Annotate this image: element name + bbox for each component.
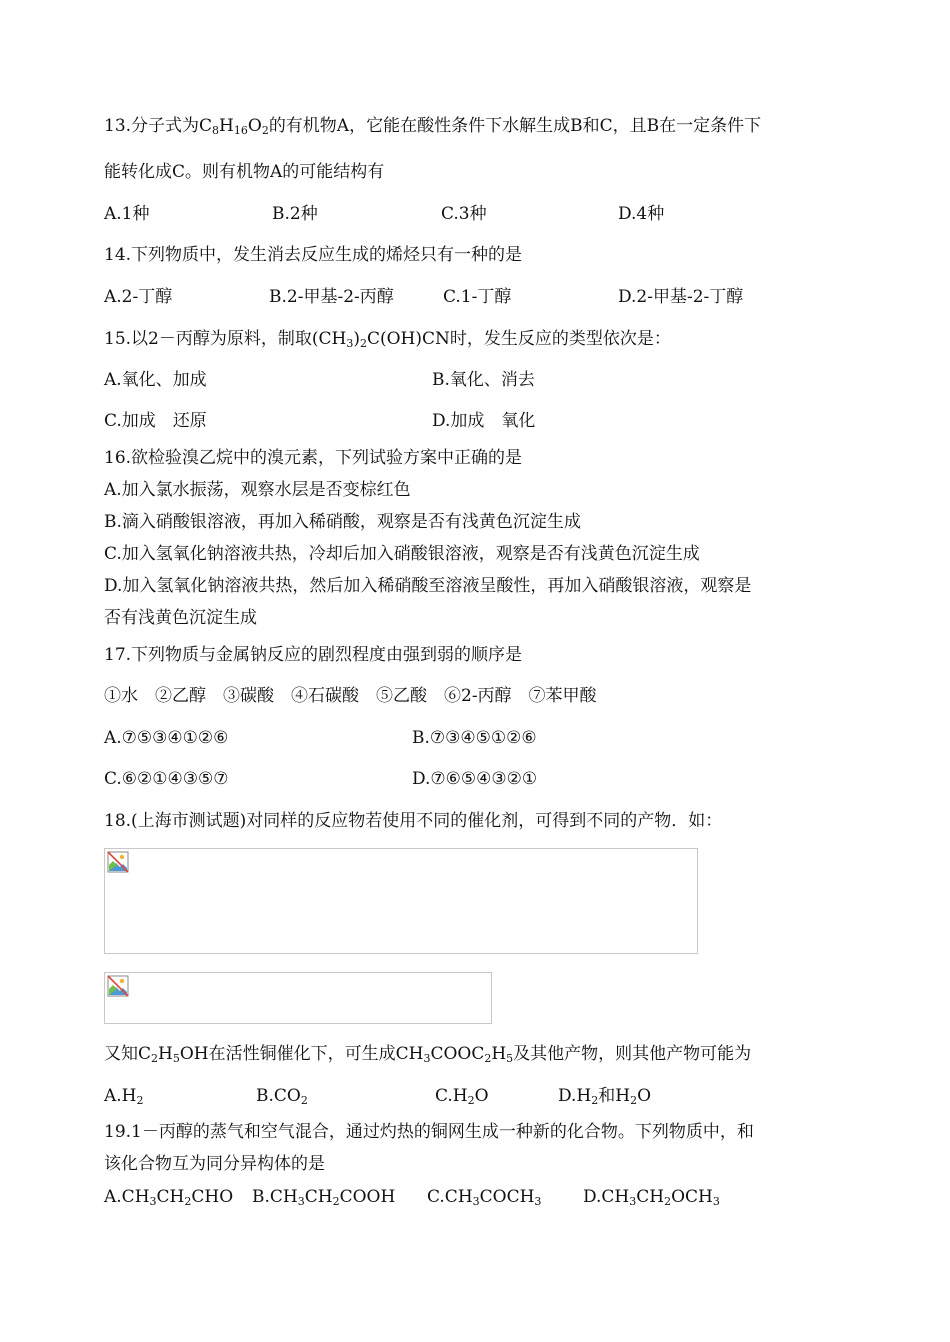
q14-stem: 14.下列物质中，发生消去反应生成的烯烃只有一种的是 — [104, 245, 523, 265]
q17-items: ①水 ②乙醇 ③碳酸 ④石碳酸 ⑤乙酸 ⑥2-丙醇 ⑦苯甲酸 — [104, 686, 597, 706]
q19-option-a: $A.CH_3CH_2CHO$ — [104, 1187, 234, 1208]
q17-option-b: B.⑦③④⑤①②⑥ — [412, 728, 537, 748]
q16-option-b: B.滴入硝酸银溶液，再加入稀硝酸，观察是否有浅黄色沉淀生成 — [104, 512, 581, 532]
q14-option-b: B.2-甲基-2-丙醇 — [269, 287, 394, 307]
q18-option-b: $B.CO_2$ — [256, 1086, 308, 1107]
q14-option-a: A.2-丁醇 — [104, 287, 173, 307]
q14-option-d: D.2-甲基-2-丁醇 — [618, 287, 744, 307]
q17-option-d: D.⑦⑥⑤④③②① — [412, 769, 538, 789]
q16-stem: 16.欲检验溴乙烷中的溴元素，下列试验方案中正确的是 — [104, 448, 523, 468]
q17-option-c: C.⑥②①④③⑤⑦ — [104, 769, 229, 789]
q13-stem-line2: 能转化成C。则有机物A的可能结构有 — [104, 162, 385, 182]
q17-stem: 17.下列物质与金属钠反应的剧烈程度由强到弱的顺序是 — [104, 645, 523, 665]
q16-option-a: A.加入氯水振荡，观察水层是否变棕红色 — [104, 480, 411, 500]
q13-option-b: B.2种 — [272, 204, 318, 224]
q15-option-b: B.氧化、消去 — [432, 370, 535, 390]
reaction-image-1 — [104, 848, 698, 954]
q13-option-c: C.3种 — [441, 204, 487, 224]
q16-option-c: C.加入氢氧化钠溶液共热，冷却后加入硝酸银溶液，观察是否有浅黄色沉淀生成 — [104, 544, 700, 564]
broken-image-icon — [107, 975, 129, 997]
q16-option-d: D.加入氢氧化钠溶液共热，然后加入稀硝酸至溶液呈酸性，再加入硝酸银溶液，观察是 — [104, 576, 752, 596]
q18-stem: 18.(上海市测试题)对同样的反应物若使用不同的催化剂，可得到不同的产物．如： — [104, 811, 723, 831]
q19-stem-line1: 19.1－丙醇的蒸气和空气混合，通过灼热的铜网生成一种新的化合物。下列物质中，和 — [104, 1122, 754, 1142]
q15-option-c: C.加成 还原 — [104, 411, 207, 431]
q19-option-b: $B.CH_3CH_2COOH$ — [252, 1187, 396, 1208]
q15-stem: 15.以2－丙醇为原料，制取$(CH_3)_2C(OH)CN$时，发生反应的类型依次是： — [104, 329, 671, 350]
q14-option-c: C.1-丁醇 — [443, 287, 512, 307]
q19-option-d: $D.CH_3CH_2OCH_3$ — [583, 1187, 720, 1208]
broken-image-icon — [107, 851, 129, 873]
reaction-image-2 — [104, 972, 492, 1024]
q15-option-a: A.氧化、加成 — [104, 370, 207, 390]
q13-stem-text: 13.分子式为C — [104, 116, 213, 136]
q18-option-c: $C.H_2O$ — [435, 1086, 489, 1107]
q18-option-a: $A.H_2$ — [104, 1086, 144, 1107]
q13-option-a: A.1种 — [104, 204, 150, 224]
q16-option-d-cont: 否有浅黄色沉淀生成 — [104, 608, 257, 628]
q13-stem-line1: 13.分子式为$C_8H_{16}O_2$的有机物A，它能在酸性条件下水解生成B和C，且B在一定条件下 — [104, 116, 762, 137]
q15-option-d: D.加成 氧化 — [432, 411, 536, 431]
q18-option-d: $D.H_2$和$H_2O$ — [558, 1086, 652, 1107]
q18-note: 又知$C_2H_5OH$在活性铜催化下，可生成$CH_3COOC_2H_5$及其他产物，则其他产物可能为 — [104, 1044, 752, 1065]
q13-option-d: D.4种 — [618, 204, 665, 224]
q17-option-a: A.⑦⑤③④①②⑥ — [104, 728, 229, 748]
q19-stem-line2: 该化合物互为同分异构体的是 — [104, 1154, 325, 1174]
q19-option-c: $C.CH_3COCH_3$ — [427, 1187, 542, 1208]
